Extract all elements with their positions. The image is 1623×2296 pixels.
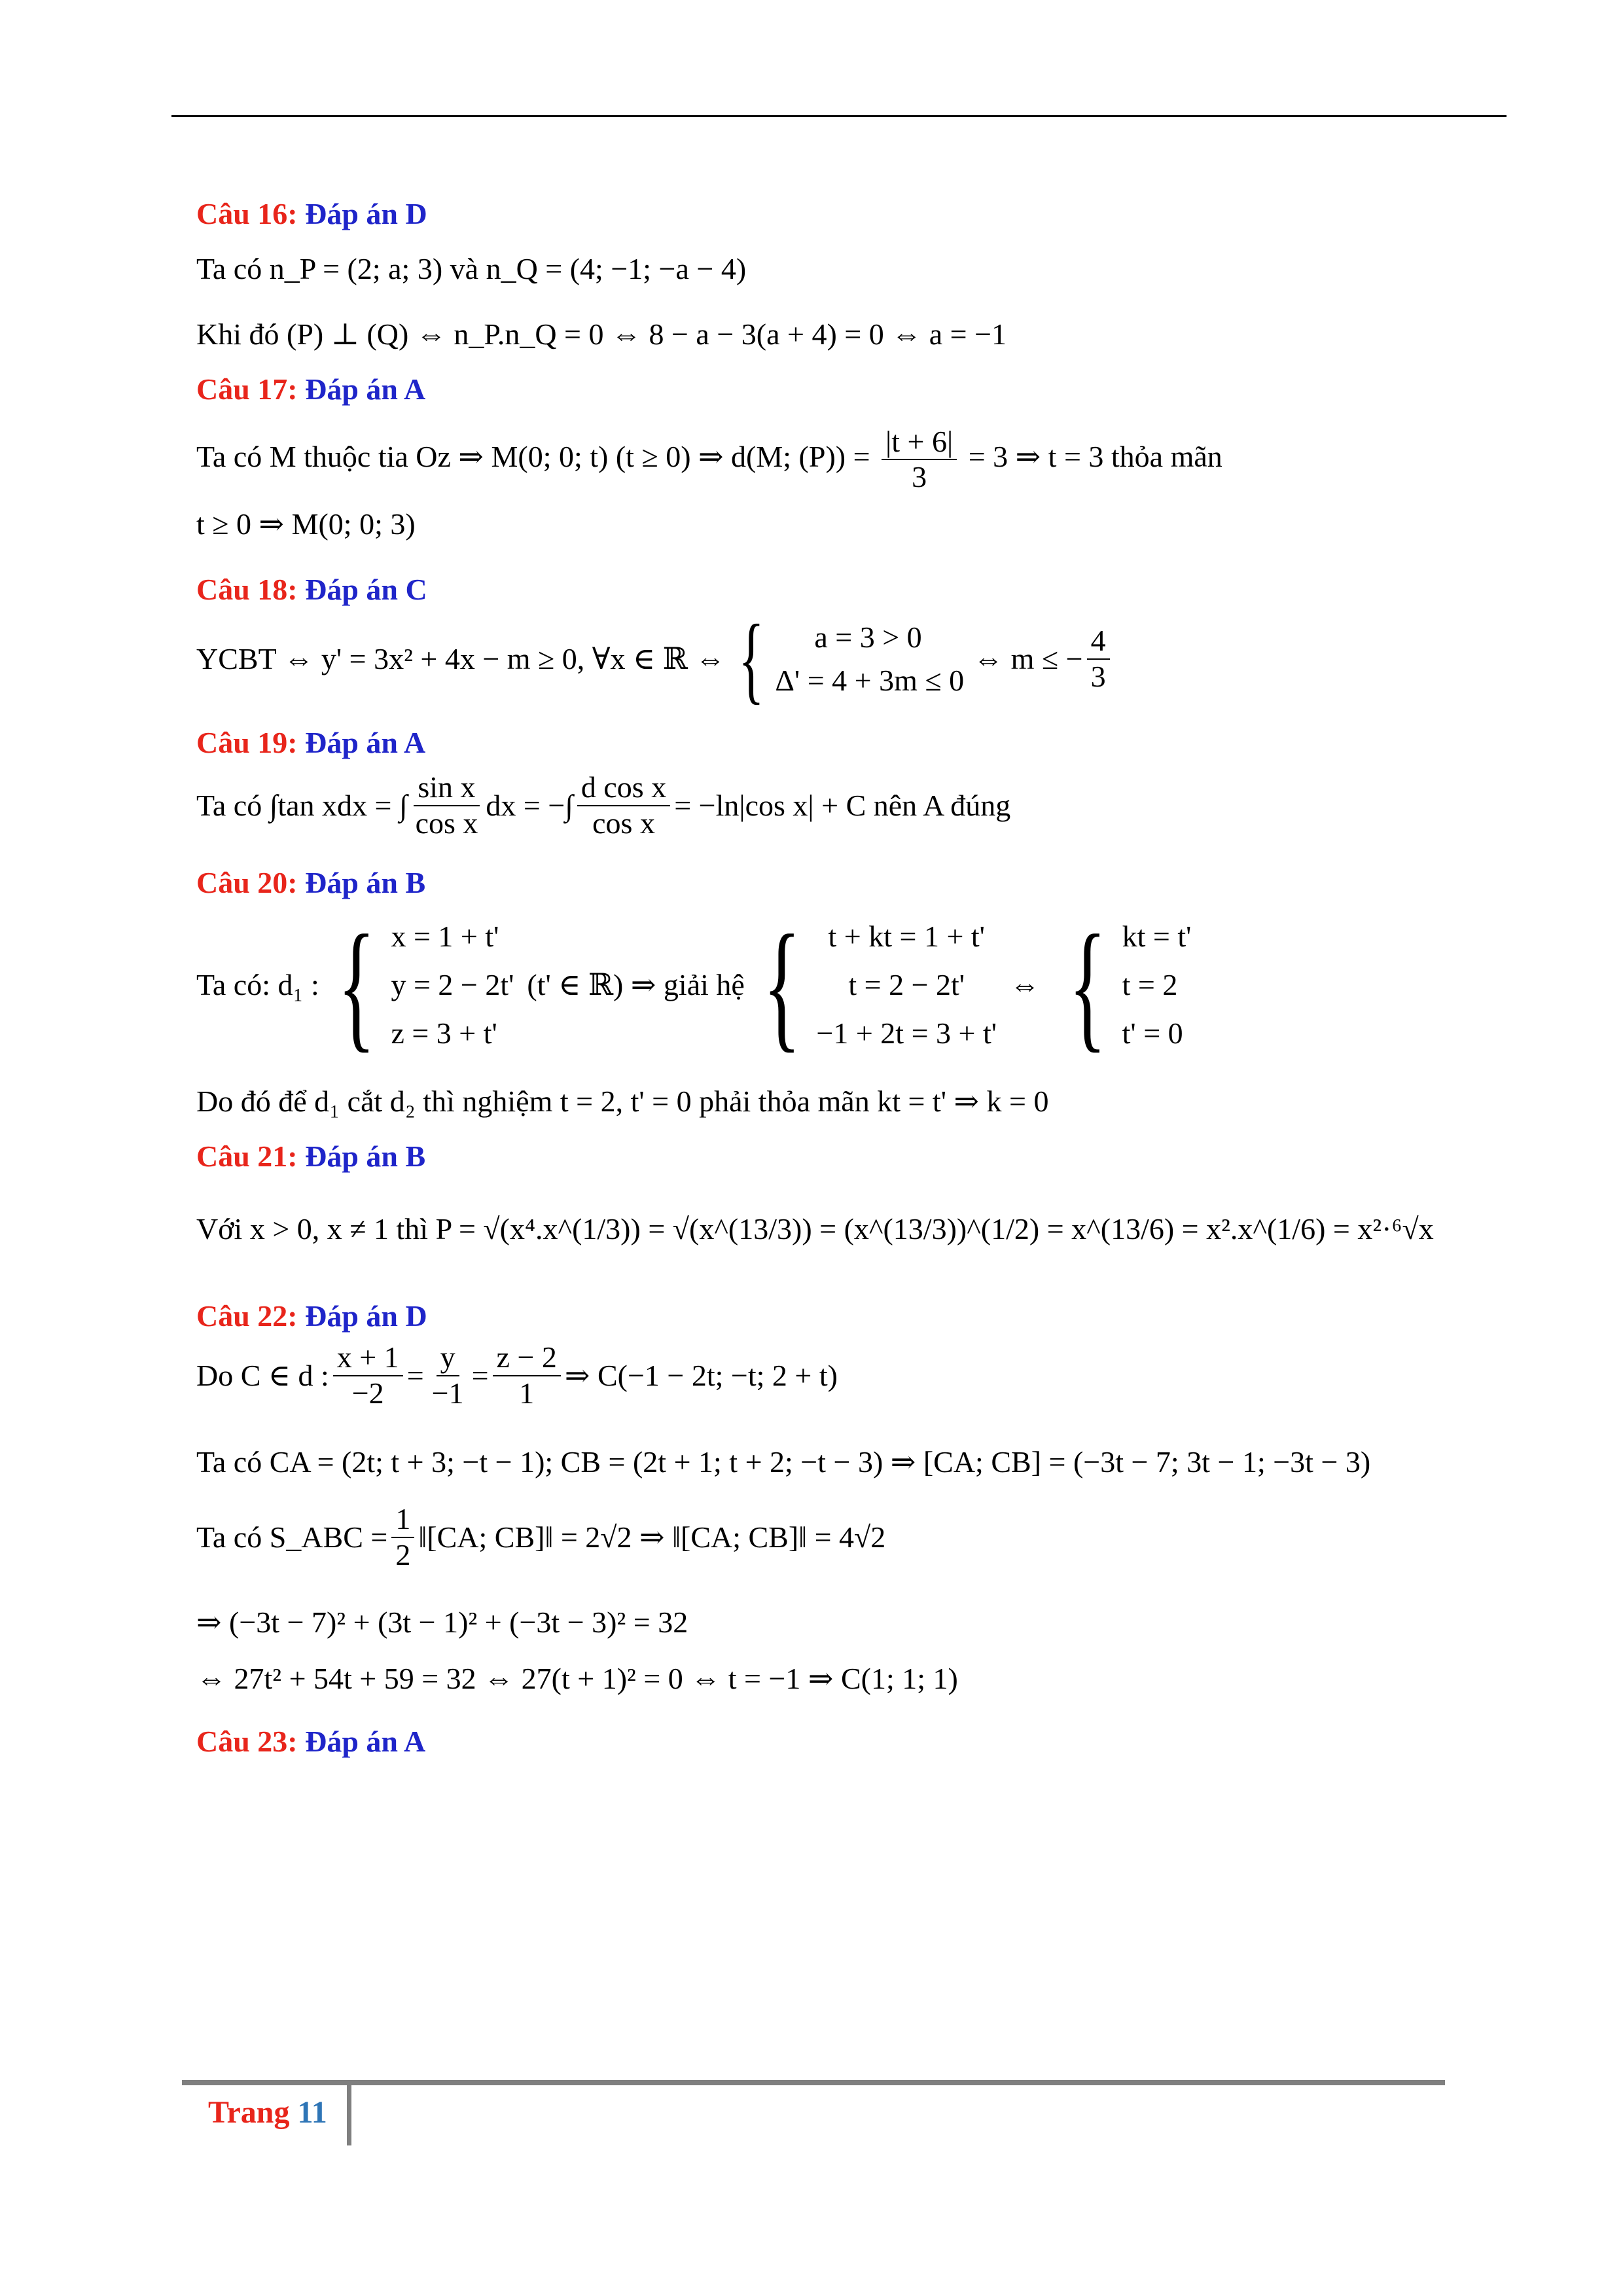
solution-line: Ta có ∫tan xdx = ∫ $\frac{\text{sin x}}{\text{cos x}}$ dx = −∫ $\frac{\text{d cos x}}{\text{cos x}}$ = −ln|cos x| + C nên A đúng (196, 770, 1011, 840)
question-heading (196, 1721, 1440, 1762)
page-footer (208, 2087, 327, 2139)
question-label: Câu 19: (196, 726, 298, 759)
question-label: Câu 17: (196, 372, 298, 406)
question-heading (196, 1296, 1440, 1336)
footer-rule (182, 2080, 1445, 2085)
question-heading (196, 863, 1440, 903)
question-label: Câu 18: (196, 573, 298, 606)
question-label: Câu 20: (196, 866, 298, 899)
equation-system: { t + kt = 1 + t' t = 2 − 2t' −1 + 2t = 3 + t' (762, 905, 997, 1065)
page-number: 11 (297, 2095, 327, 2130)
solution-line: Do C ∈ d : $\frac{x + 1}{-2}$ = $\frac{y}{-1}$ = $\frac{z - 2}{1}$ ⇒ C(−1 − 2t; −t; 2 + t) (196, 1340, 838, 1410)
solution-line: YCBT ⇔ y' = 3x² + 4x − m ≥ 0, ∀x ∈ ℝ ⇔ { a = 3 > 0 Δ' = 4 + 3m ≤ 0 ⇔ m ≤ − $\frac{4}{3}$ (196, 610, 1440, 708)
question-heading (196, 569, 1440, 610)
solution-line: Ta có: d₁ : { x = 1 + t' y = 2 − 2t' z = 3 + t' (t' ∈ ℝ) ⇒ giải hệ { t + kt = 1 + t' t = 2 − 2t' −1 + 2t = 3 + t' ⇔ { kt = t' t = 2 t' = 0 (196, 905, 1192, 1065)
fraction: $\frac{4}{3}$ (1087, 624, 1110, 694)
equation-system: { a = 3 > 0 Δ' = 4 + 3m ≤ 0 (738, 605, 965, 713)
question-label: Câu 21: (196, 1139, 298, 1173)
solution-line: Khi đó (P) ⊥ (Q) ⇔ n_P.n_Q = 0 ⇔ 8 − a − 3(a + 4) = 0 ⇔ a = −1 (196, 317, 1007, 351)
question-heading (196, 723, 1440, 763)
solution-line: t ≥ 0 ⇒ M(0; 0; 3) (196, 507, 416, 541)
fraction: $\frac{|t + 6|}{3}$ (882, 425, 957, 495)
solution-line: Ta có n_P = (2; a; 3) và n_Q = (4; −1; −a − 4) (196, 252, 747, 285)
footer-label: Trang (208, 2095, 290, 2130)
fraction: $\frac{1}{2}$ (391, 1502, 414, 1573)
question-heading (196, 1136, 1440, 1177)
answer-label: Đáp án A (305, 1725, 426, 1758)
answer-label: Đáp án D (305, 1299, 427, 1333)
answer-label: Đáp án B (305, 1139, 426, 1173)
fraction: $\frac{\text{sin x}}{\text{cos x}}$ (412, 770, 482, 841)
question-heading (196, 194, 1440, 234)
answer-label: Đáp án A (305, 372, 426, 406)
solution-line: Ta có CA = (2t; t + 3; −t − 1); CB = (2t + 1; t + 2; −t − 3) ⇒ [CA; CB] = (−3t − 7; 3t − 1; −3t − 3) (196, 1445, 1371, 1479)
solution-line: Do đó để d₁ cắt d₂ thì nghiệm t = 2, t' = 0 phải thỏa mãn kt = t' ⇒ k = 0 (196, 1085, 1049, 1118)
fraction: $\frac{\text{d cos x}}{\text{cos x}}$ (577, 770, 670, 841)
fraction: $\frac{z - 2}{1}$ (493, 1340, 561, 1411)
question-label: Câu 22: (196, 1299, 298, 1333)
answer-label: Đáp án C (305, 573, 427, 606)
answer-label: Đáp án A (305, 726, 426, 759)
question-heading (196, 369, 1440, 410)
equation-system: { x = 1 + t' y = 2 − 2t' z = 3 + t' (337, 905, 514, 1065)
answer-label: Đáp án B (305, 866, 426, 899)
solution-line: Ta có M thuộc tia Oz ⇒ M(0; 0; t) (t ≥ 0) ⇒ d(M; (P)) = $\frac{|t + 6|}{3}$ = 3 ⇒ t = 3 thỏa mãn (196, 424, 1222, 494)
solution-line: Với x > 0, x ≠ 1 thì P = √(x⁴.x^(1/3)) = √(x^(13/3)) = (x^(13/3))^(1/2) = x^(13/6) = x².x^(1/6) = x²·⁶√x (196, 1212, 1434, 1246)
solution-line: ⇔ 27t² + 54t + 59 = 32 ⇔ 27(t + 1)² = 0 ⇔ t = −1 ⇒ C(1; 1; 1) (196, 1662, 958, 1695)
page-content (196, 194, 1440, 1762)
equation-system: { kt = t' t = 2 t' = 0 (1068, 905, 1192, 1065)
question-label: Câu 23: (196, 1725, 298, 1758)
question-label: Câu 16: (196, 197, 298, 230)
solution-line: Ta có S_ABC = $\frac{1}{2}$ ‖[CA; CB]‖ = 2√2 ⇒ ‖[CA; CB]‖ = 4√2 (196, 1502, 886, 1571)
fraction: $\frac{x + 1}{-2}$ (333, 1340, 403, 1411)
footer-divider (347, 2081, 351, 2145)
header-rule (171, 115, 1507, 117)
answer-label: Đáp án D (305, 197, 427, 230)
fraction: $\frac{y}{-1}$ (431, 1340, 464, 1410)
solution-line: ⇒ (−3t − 7)² + (3t − 1)² + (−3t − 3)² = 32 (196, 1605, 688, 1639)
